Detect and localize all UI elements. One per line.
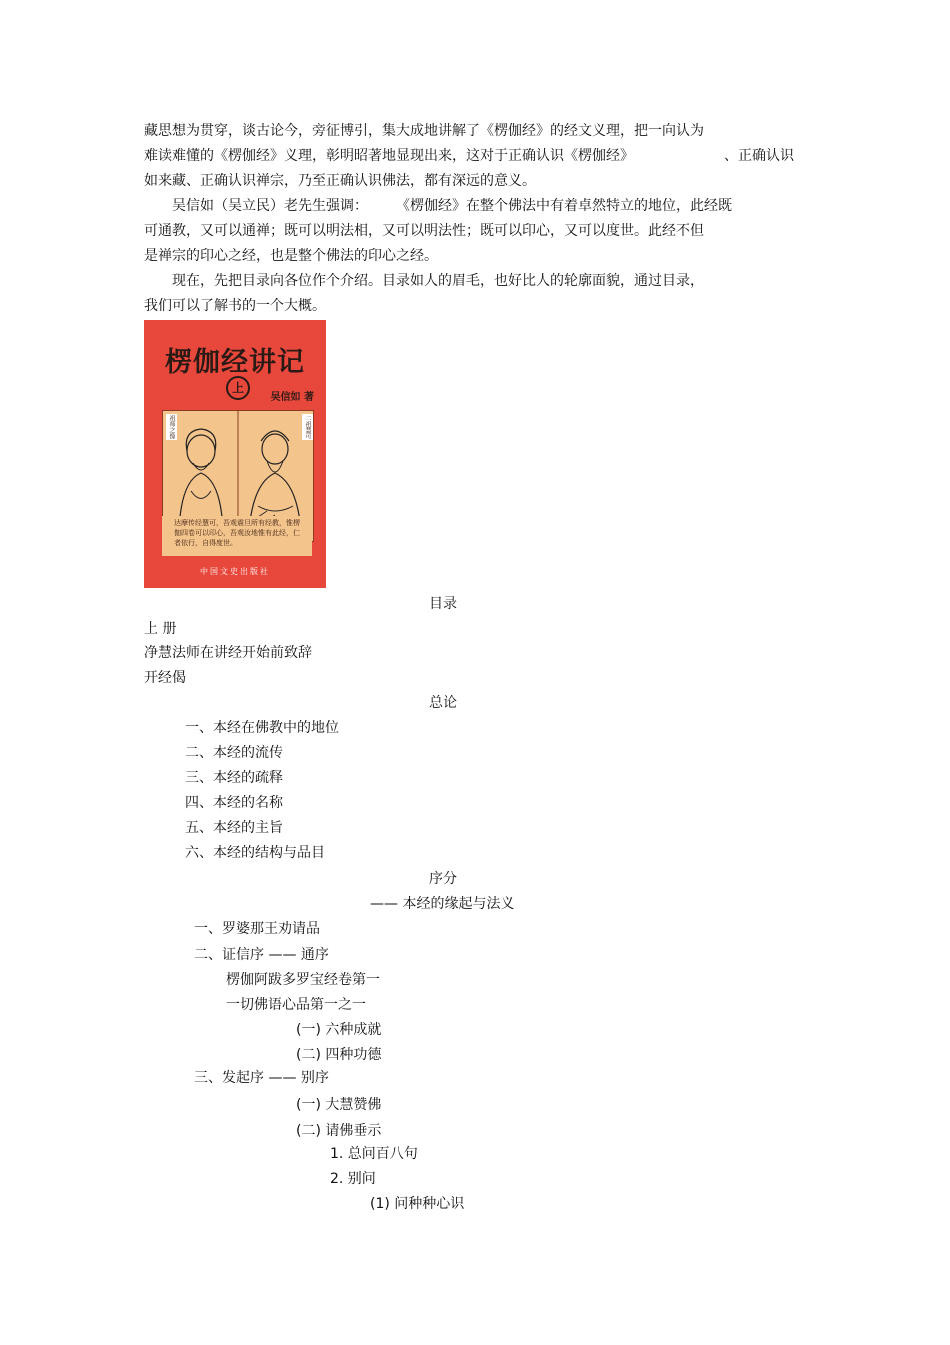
toc-item: 1. 总问百八句 (330, 1146, 418, 1162)
book-cover-image (144, 320, 326, 588)
cover-author: 吴信如 著 (270, 392, 314, 403)
toc-item: 一切佛语心品第一之一 (226, 997, 366, 1013)
cover-caption: 达摩传经慧可，吾观震旦所有经教，惟楞伽四卷可以印心，吾观汝地惟有此经，仁者依行，自得度世。 (174, 519, 300, 547)
toc-item: 三、发起序 —— 别序 (194, 1070, 329, 1086)
toc-part2-heading: 序分 (429, 871, 457, 887)
toc-item: (二) 四种功德 (296, 1047, 382, 1063)
toc-item: 一、本经在佛教中的地位 (185, 720, 339, 736)
toc-item: (1) 问种种心识 (370, 1196, 465, 1212)
intro-line-3: 如来藏、正确认识禅宗，乃至正确认识佛法，都有深远的意义。 (144, 173, 536, 189)
cover-tag-left: 祖师之像 (168, 415, 175, 439)
intro-line-4b: 《楞伽经》在整个佛法中有着卓然特立的地位，此经既 (396, 198, 732, 214)
toc-item: 五、本经的主旨 (185, 820, 283, 836)
toc-front-1: 净慧法师在讲经开始前致辞 (144, 645, 312, 661)
toc-item: 六、本经的结构与品目 (185, 845, 325, 861)
toc-volume: 上 册 (144, 621, 177, 637)
intro-line-2b: 、正确认识 (724, 148, 794, 164)
toc-item: 二、本经的流传 (185, 745, 283, 761)
toc-item: 楞伽阿跋多罗宝经卷第一 (226, 972, 380, 988)
cover-publisher: 中国文史出版社 (200, 567, 270, 576)
intro-line-7: 现在，先把目录向各位作个介绍。目录如人的眉毛，也好比人的轮廓面貌，通过目录， (172, 273, 704, 289)
intro-line-5: 可通教，又可以通禅；既可以明法相，又可以明法性；既可以印心，又可以度世。此经不但 (144, 223, 704, 239)
toc-item: 一、罗婆那王劝请品 (194, 921, 320, 937)
cover-volume-badge: 上 (226, 376, 250, 400)
intro-line-1: 藏思想为贯穿，谈古论今，旁征博引，集大成地讲解了《楞伽经》的经文义理，把一向认为 (144, 123, 704, 139)
intro-line-8: 我们可以了解书的一个大概。 (144, 298, 326, 314)
toc-part2-subheading: —— 本经的缘起与法义 (370, 896, 515, 912)
toc-part1-heading: 总论 (429, 695, 457, 711)
cover-tag-right: 二祖慧可 (304, 415, 311, 439)
toc-item: 四、本经的名称 (185, 795, 283, 811)
intro-line-2: 难读难懂的《楞伽经》义理，彰明昭著地显现出来，这对于正确认识《楞伽经》 (144, 148, 634, 164)
toc-item: 2. 别问 (330, 1171, 376, 1187)
toc-item: (一) 大慧赞佛 (296, 1097, 382, 1113)
intro-line-6: 是禅宗的印心之经，也是整个佛法的印心之经。 (144, 248, 438, 264)
toc-item: 三、本经的疏释 (185, 770, 283, 786)
intro-line-4: 吴信如（吴立民）老先生强调： (172, 198, 368, 214)
cover-title: 楞伽经讲记 (165, 347, 305, 378)
toc-heading: 目录 (429, 596, 457, 612)
toc-front-2: 开经偈 (144, 670, 186, 686)
toc-item: (一) 六种成就 (296, 1022, 382, 1038)
toc-item: (二) 请佛垂示 (296, 1123, 382, 1139)
toc-item: 二、证信序 —— 通序 (194, 947, 329, 963)
